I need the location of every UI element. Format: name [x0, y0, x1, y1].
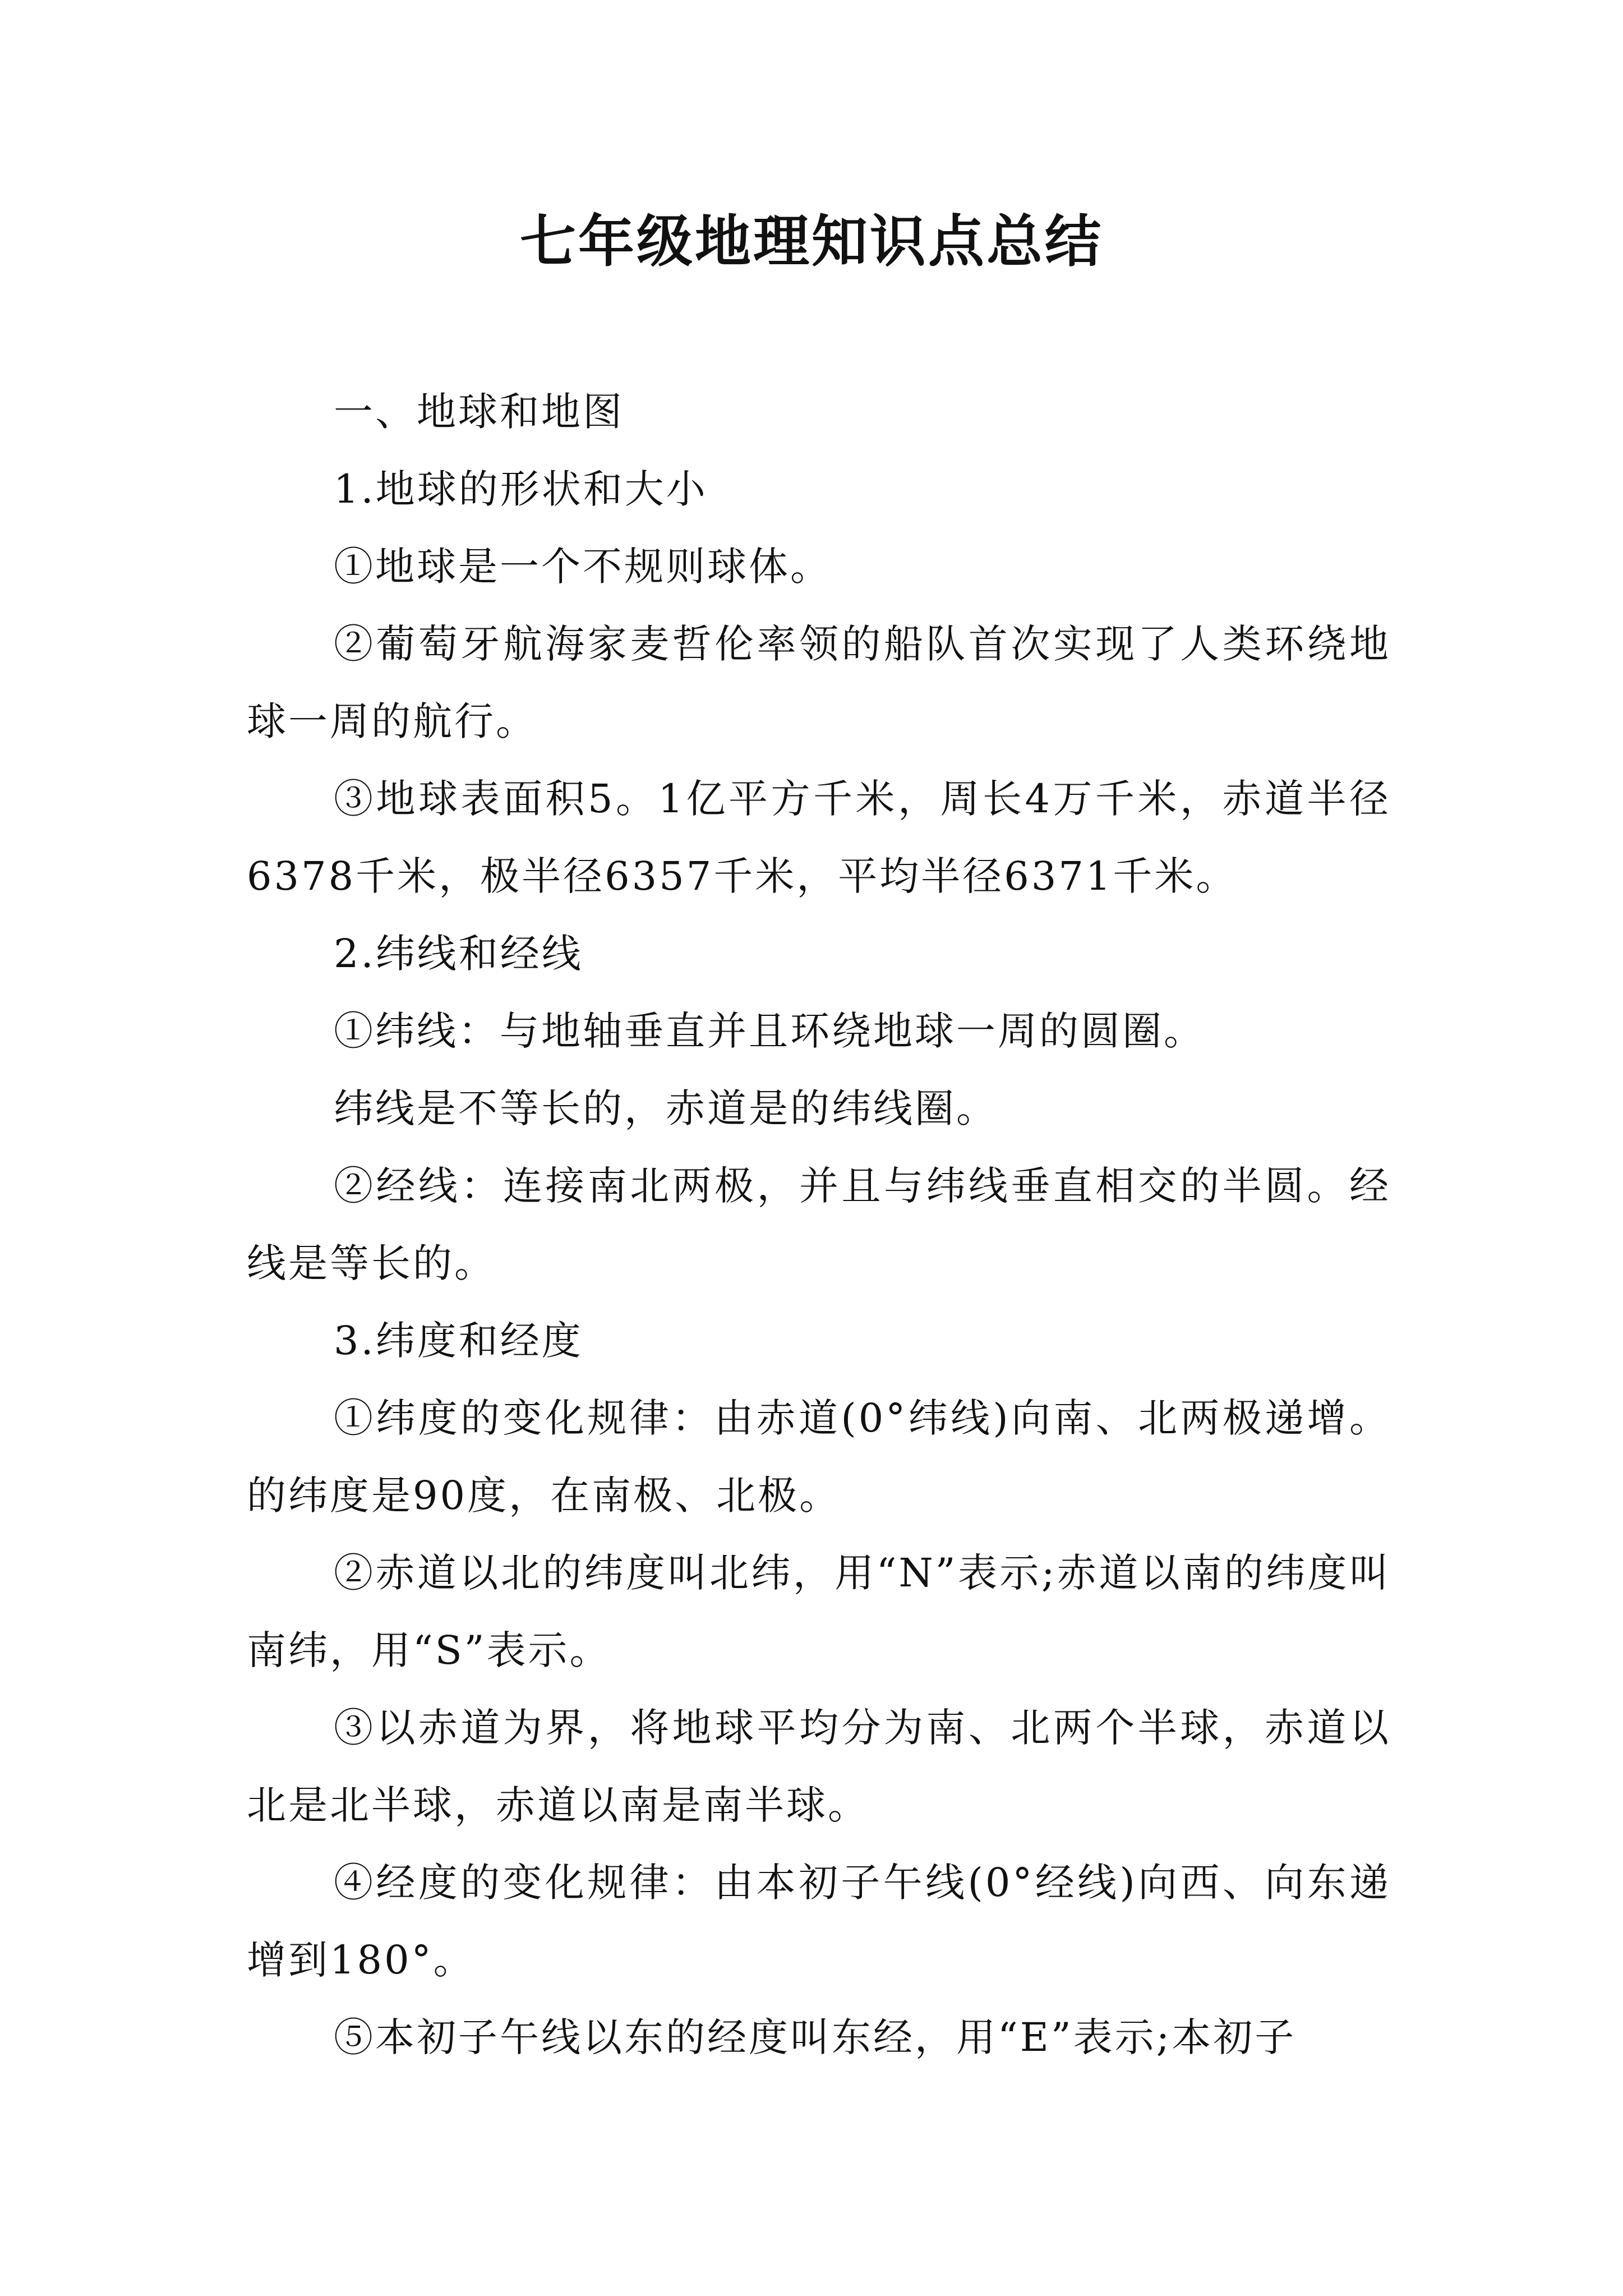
paragraph: ③地球表面积5。1亿平方千米，周长4万千米，赤道半径6378千米，极半径6357千米，平均半径6371千米。 — [247, 776, 1391, 899]
paragraph: ②经线：连接南北两极，并且与纬线垂直相交的半圆。经线是等长的。 — [247, 1163, 1391, 1286]
paragraph: ①地球是一个不规则球体。 — [334, 544, 832, 590]
paragraph: 纬线是不等长的，赤道是的纬线圈。 — [334, 1085, 998, 1131]
document-title: 七年级地理知识点总结 — [520, 208, 1103, 274]
document-body — [247, 373, 1391, 2076]
paragraph: ①纬线：与地轴垂直并且环绕地球一周的圆圈。 — [334, 1008, 1205, 1054]
paragraph: ⑤本初子午线以东的经度叫东经，用“E”表示;本初子 — [334, 2014, 1297, 2060]
subheading-shape-and-size: 1.地球的形状和大小 — [334, 466, 708, 512]
paragraph: ④经度的变化规律：由本初子午线(0°经线)向西、向东递增到180°。 — [247, 1860, 1391, 1983]
subheading-latitude-longitude: 3.纬度和经度 — [334, 1318, 583, 1364]
paragraph: ③以赤道为界，将地球平均分为南、北两个半球，赤道以北是北半球，赤道以南是南半球。 — [247, 1705, 1391, 1828]
paragraph: ②赤道以北的纬度叫北纬，用“N”表示;赤道以南的纬度叫南纬，用“S”表示。 — [247, 1550, 1391, 1673]
subheading-latitude-longitude-lines: 2.纬线和经线 — [334, 931, 583, 977]
section-heading-earth-and-maps: 一、地球和地图 — [334, 389, 624, 435]
paragraph: ①纬度的变化规律：由赤道(0°纬线)向南、北两极递增。的纬度是90度，在南极、北极。 — [247, 1395, 1391, 1519]
paragraph: ②葡萄牙航海家麦哲伦率领的船队首次实现了人类环绕地球一周的航行。 — [247, 621, 1391, 744]
